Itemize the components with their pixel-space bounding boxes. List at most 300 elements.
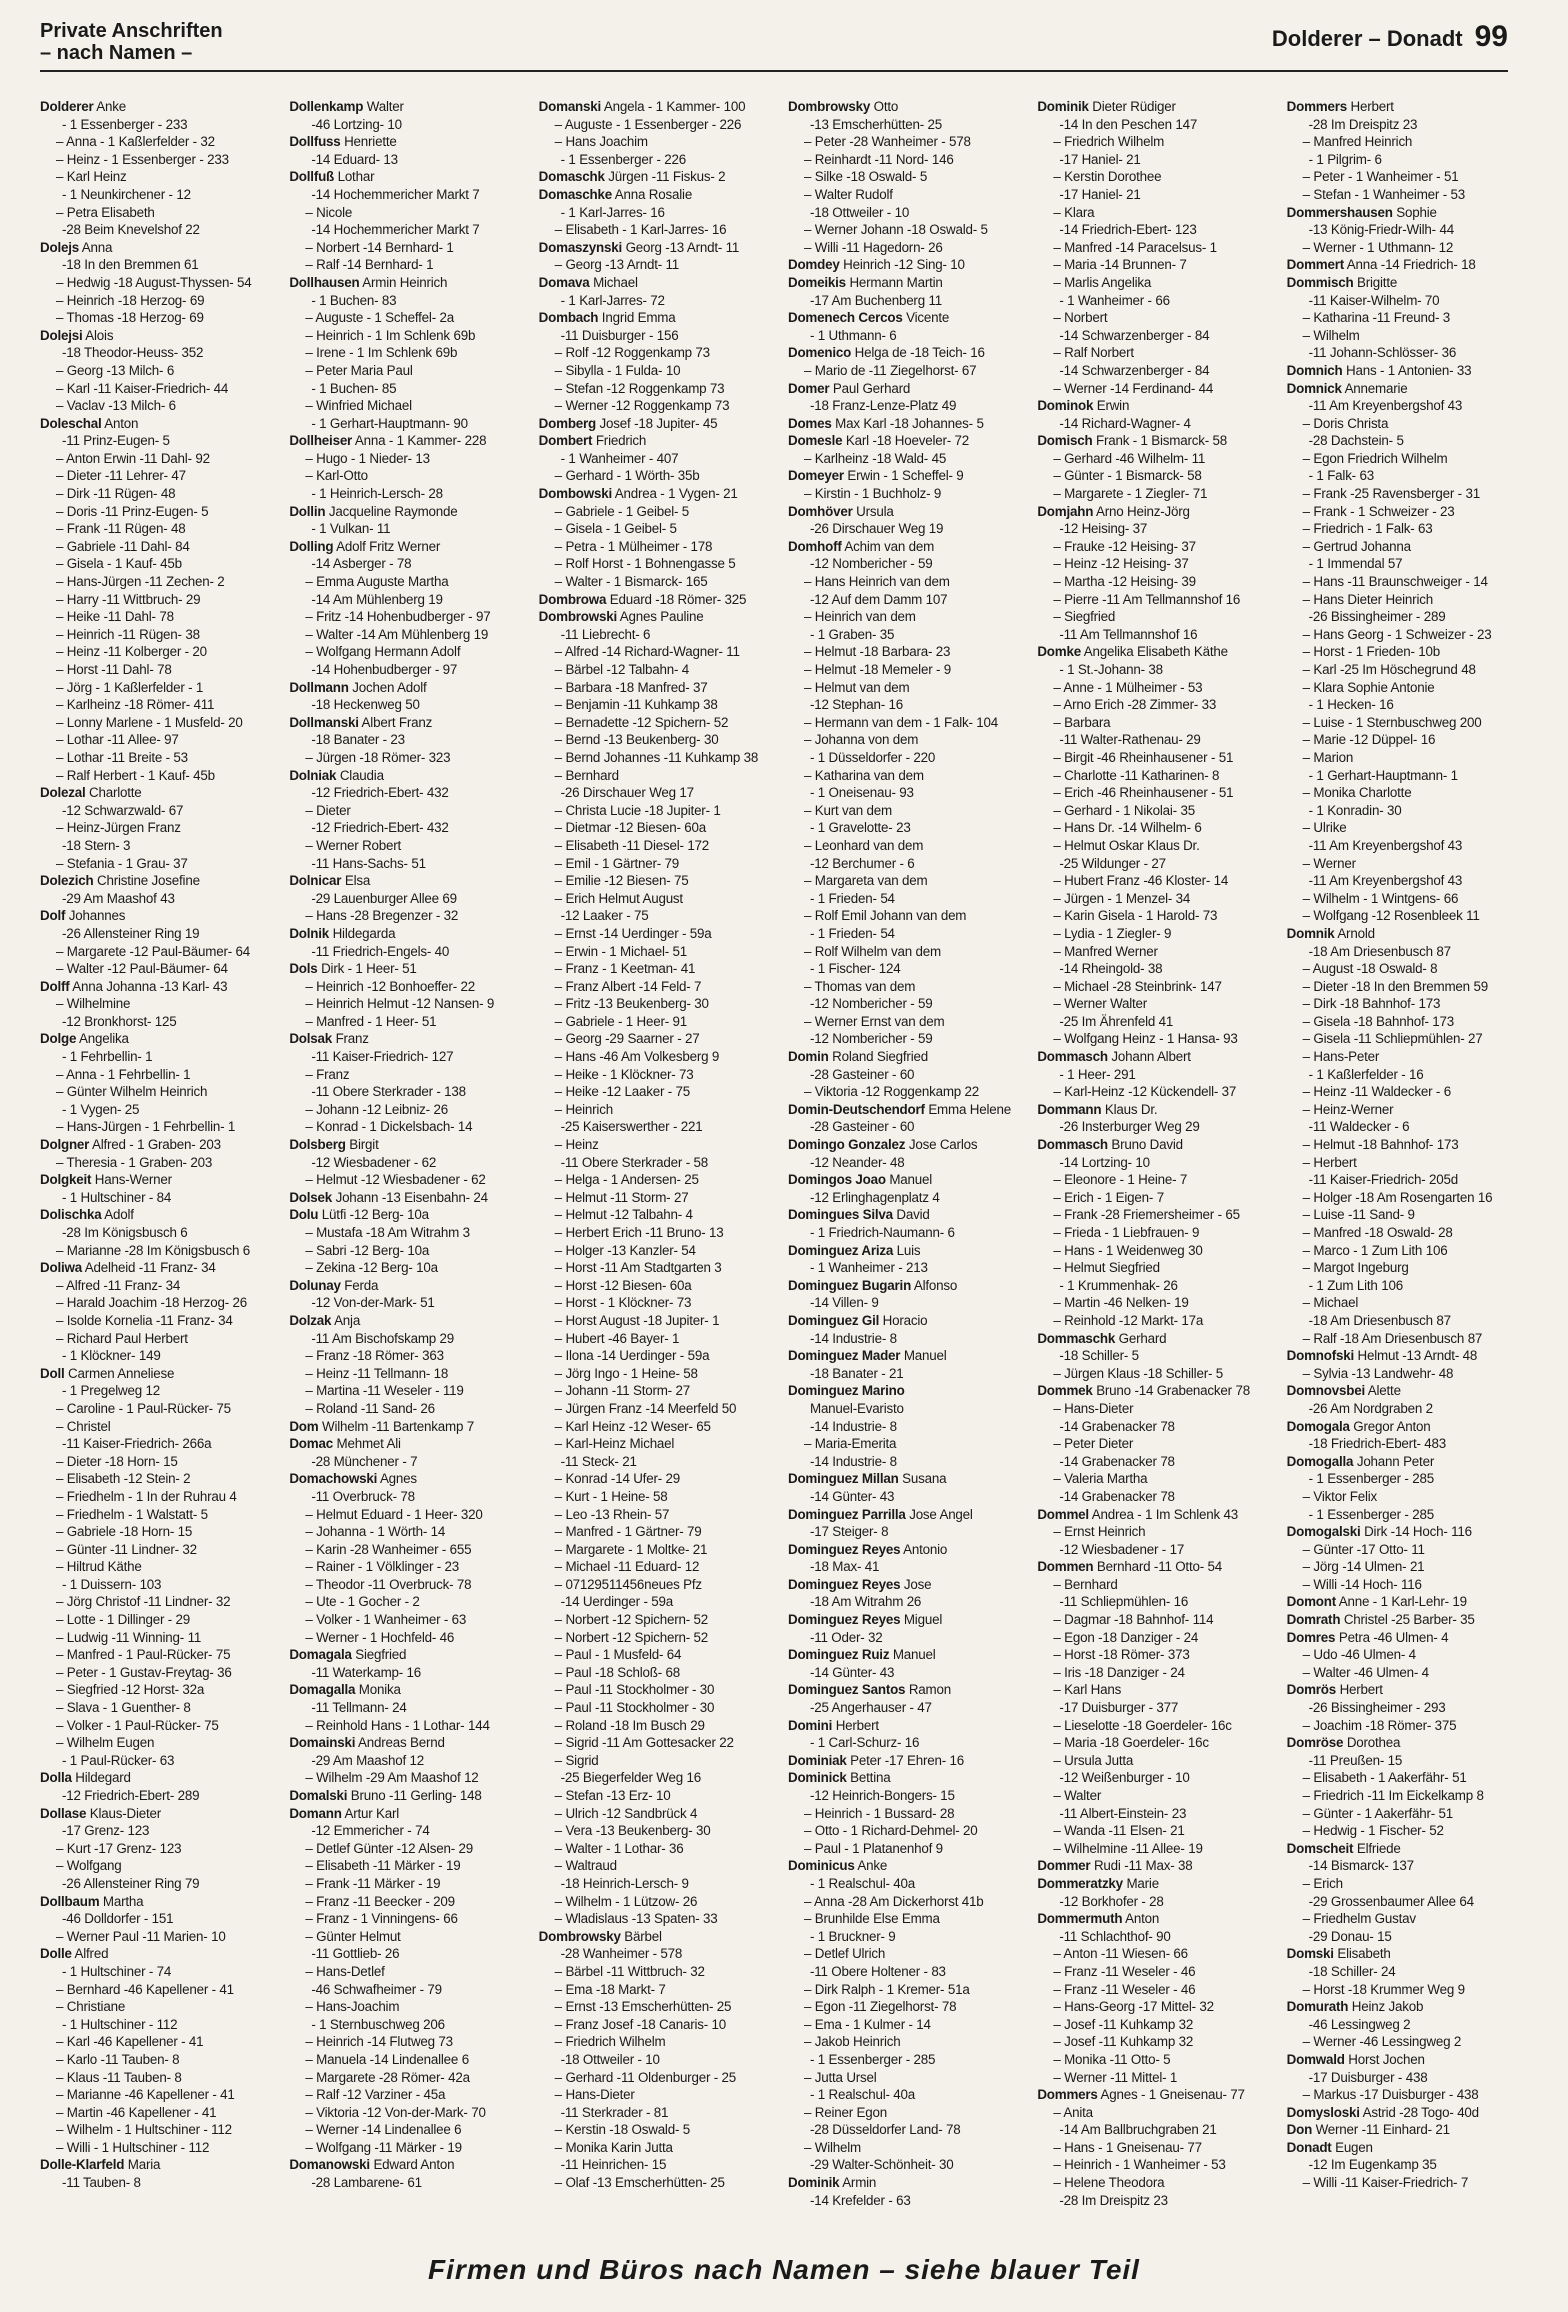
given-name-entry: – Karl-Heinz -12 Kückendell- 37 [1037, 1083, 1278, 1101]
given-name-entry: – Wladislaus -13 Spaten- 33 [539, 1910, 780, 1928]
address-line: -11 Schlachthof- 90 [1059, 1928, 1171, 1944]
surname: Dollheiser [289, 433, 353, 449]
given-name-entry: – Marlis Angelika [1037, 274, 1278, 292]
entry-detail: Anke [93, 99, 126, 114]
address-line: -11 Am Bischofskamp 29 [311, 1330, 455, 1346]
given-name-entry: – Dietmar -12 Biesen- 60a [539, 819, 780, 837]
surname-entry [1037, 397, 1278, 415]
given-name-entry: – Franz - 1 Vinningens- 66 [289, 1910, 530, 1928]
entry-detail: Antonio [900, 1541, 948, 1557]
address-line: -25 Wildunger - 27 [1059, 855, 1166, 871]
given-name-entry: – Wilhelm -29 Am Maashof 12 [289, 1769, 530, 1787]
surname: Domin [787, 1049, 829, 1065]
given-name-entry: – Konrad -14 Ufer- 29 [539, 1470, 780, 1488]
entry-detail: Klaus Dr. [1101, 1101, 1158, 1117]
address-line: -13 König-Friedr-Wilh- 44 [1308, 222, 1454, 238]
given-name-entry: – Winfried Michael [289, 397, 530, 415]
address-line: -12 Bronkhorst- 125 [62, 1013, 177, 1029]
entry-detail: Frank - 1 Bismarck- 58 [1092, 433, 1228, 449]
page-header [40, 18, 1508, 72]
given-name-entry: – Detlef Günter -12 Alsen- 29 [289, 1840, 530, 1858]
surname-entry [289, 872, 530, 890]
address-line: -11 Schliepmühlen- 16 [1059, 1594, 1189, 1610]
surname: Dolezich [40, 873, 94, 889]
entry-detail: Angelika [76, 1031, 129, 1047]
entry-detail: Siegfried [351, 1647, 407, 1663]
given-name-entry: – Norbert -12 Spichern- 52 [539, 1611, 780, 1629]
given-name-entry: – Dieter [289, 802, 530, 820]
given-name-entry: – 07129511456neues Pfz [539, 1576, 780, 1594]
address-line: -18 Stern- 3 [62, 837, 131, 853]
surname-entry [40, 1030, 281, 1048]
given-name-entry: – Egon -11 Ziegelhorst- 78 [788, 1998, 1029, 2016]
given-name-entry: – Monika Charlotte [1287, 784, 1528, 802]
given-name-entry: – Georg -29 Saarner - 27 [539, 1030, 780, 1048]
address-line: -11 Walter-Rathenau- 29 [1059, 732, 1201, 748]
surname-entry [1037, 1558, 1278, 1576]
surname: Dominguez Parrilla [787, 1506, 906, 1522]
given-name-entry: – Hans -46 Am Volkesberg 9 [539, 1048, 780, 1066]
address-line: -14 Grabenacker 78 [1059, 1488, 1175, 1504]
entry-detail: Paul Gerhard [829, 380, 911, 396]
entry-detail: Bärbel [620, 1928, 662, 1944]
entry-detail: Alfred [71, 1946, 109, 1962]
entry-detail: Anton [1122, 1911, 1160, 1927]
address-line: - 1 Krummenhak- 26 [1059, 1277, 1178, 1293]
given-name-entry: – Stefan -12 Roggenkamp 73 [539, 380, 780, 398]
address-line: -18 Banater - 23 [311, 732, 405, 748]
surname: Domnick [1286, 380, 1342, 396]
given-name-entry: – Harry -11 Wittbruch- 29 [40, 591, 281, 609]
surname: Dommann [1037, 1101, 1102, 1117]
given-name-entry: – Frauke -12 Heising- 37 [1037, 538, 1278, 556]
address-line: -11 Tellmann- 24 [311, 1700, 407, 1716]
entry-detail: Emma Helene [924, 1101, 1011, 1117]
surname: Dolischka [40, 1207, 102, 1223]
surname-entry [1037, 1910, 1278, 1928]
given-name-entry: – Günter - 1 Aakerfähr- 51 [1287, 1805, 1528, 1823]
address-line: - 1 Hultschiner - 84 [62, 1189, 172, 1205]
given-name-entry: – Hedwig -18 August-Thyssen- 54 [40, 274, 281, 292]
surname-entry [40, 1365, 281, 1383]
address-line: - 1 Realschul- 40a [809, 1875, 916, 1891]
surname: Domrös [1286, 1682, 1337, 1698]
address-line: -11 Gottlieb- 26 [311, 1946, 400, 1962]
given-name-entry: – Wilhelm [1287, 327, 1528, 345]
entry-detail: Max Karl -18 Johannes- 5 [831, 415, 984, 431]
given-name-entry: – August -18 Oswald- 8 [1287, 960, 1528, 978]
surname-entry [788, 467, 1029, 485]
given-name-entry: – Manfred - 1 Paul-Rücker- 75 [40, 1646, 281, 1664]
given-name-entry: – Gabriele - 1 Heer- 91 [539, 1013, 780, 1031]
address-line: - 1 Essenberger - 285 [1308, 1471, 1434, 1487]
entry-detail: Helmut -13 Arndt- 48 [1354, 1348, 1478, 1364]
surname-entry [539, 98, 780, 116]
surname: Dolf [40, 908, 66, 924]
surname: Domont [1286, 1594, 1337, 1610]
address-line: -28 Münchener - 7 [311, 1453, 418, 1469]
given-name-entry: – Heinz-Jürgen Franz [40, 819, 281, 837]
given-name-entry: – Holger -18 Am Rosengarten 16 [1287, 1189, 1528, 1207]
given-name-entry: – Heinz -12 Heising- 37 [1037, 555, 1278, 573]
given-name-entry: – Frank -28 Friemersheimer - 65 [1037, 1206, 1278, 1224]
given-name-entry: – Jörg -14 Ulmen- 21 [1287, 1558, 1528, 1576]
address-line: - 1 Gerhart-Hauptmann- 90 [311, 415, 468, 431]
surname-entry [788, 538, 1029, 556]
surname-entry [539, 591, 780, 609]
given-name-entry: – Horst -11 Am Stadtgarten 3 [539, 1259, 780, 1277]
address-line: -12 Weißenburger - 10 [1059, 1770, 1190, 1786]
given-name-entry: – Friedrich -11 Im Eickelkamp 8 [1287, 1787, 1528, 1805]
surname: Dolnicar [289, 873, 342, 889]
address-line: -14 Hochemmericher Markt 7 [311, 186, 480, 202]
given-name-entry: – Hubert Franz -46 Kloster- 14 [1037, 872, 1278, 890]
given-name-entry: – Wolfgang [40, 1857, 281, 1875]
address-line: -28 Lambarene- 61 [311, 2175, 422, 2191]
given-name-entry: – Waltraud [539, 1857, 780, 1875]
surname-entry [539, 415, 780, 433]
given-name-entry: – Ute - 1 Gocher - 2 [289, 1593, 530, 1611]
surname: Domenech Cercos [787, 310, 903, 326]
given-name-entry: – Helmut -18 Barbara- 23 [788, 643, 1029, 661]
given-name-entry: – Udo -46 Ulmen- 4 [1287, 1646, 1528, 1664]
surname-entry [788, 2174, 1029, 2192]
address-line: -28 Gasteiner - 60 [809, 1066, 915, 1082]
given-name-entry: – Helene Theodora [1037, 2174, 1278, 2192]
given-name-entry: – Horst - 1 Frieden- 10b [1287, 643, 1528, 661]
given-name-entry: – Christel [40, 1418, 281, 1436]
given-name-entry: – Petra Elisabeth [40, 204, 281, 222]
given-name-entry: – Werner Paul -11 Marien- 10 [40, 1928, 281, 1946]
address-line: -11 Oder- 32 [809, 1629, 883, 1645]
given-name-entry: – Wilhelmine -11 Allee- 19 [1037, 1840, 1278, 1858]
surname-entry [289, 1277, 530, 1295]
entry-detail: Adolf Fritz Werner [333, 538, 441, 554]
entry-detail: Bernhard -11 Otto- 54 [1093, 1559, 1222, 1575]
surname: Domanowski [289, 2157, 370, 2173]
surname: Dombrowsky [787, 99, 871, 114]
given-name-entry: – Jürgen Franz -14 Meerfeld 50 [539, 1400, 780, 1418]
surname-entry [1287, 1945, 1528, 1963]
address-line: -12 Berchumer - 6 [809, 855, 915, 871]
given-name-entry: – Reinhold Hans - 1 Lothar- 144 [289, 1717, 530, 1735]
given-name-entry: – Werner -11 Mittel- 1 [1037, 2069, 1278, 2087]
given-name-entry: – Martin -46 Nelken- 19 [1037, 1294, 1278, 1312]
surname-entry [40, 327, 281, 345]
entry-detail: Alois [82, 327, 114, 343]
given-name-entry: – Fritz -14 Hohenbudberger - 97 [289, 608, 530, 626]
entry-detail: Adolf [101, 1207, 134, 1223]
address-line: - 1 Vygen- 25 [62, 1101, 140, 1117]
given-name-entry: – Zekina -12 Berg- 10a [289, 1259, 530, 1277]
given-name-entry: – Franz -11 Weseler - 46 [1037, 1963, 1278, 1981]
given-name-entry: – Heinz - 1 Essenberger - 233 [40, 151, 281, 169]
given-name-entry: – Monika -11 Otto- 5 [1037, 2051, 1278, 2069]
given-name-entry: – Wilhelm - 1 Wintgens- 66 [1287, 890, 1528, 908]
surname-entry [788, 1206, 1029, 1224]
address-line: - 1 Neunkirchener - 12 [62, 186, 191, 202]
address-line: -25 Kaiserswerther - 221 [560, 1119, 703, 1135]
given-name-entry: – Jutta Ursel [788, 2069, 1029, 2087]
given-name-entry: – Jörg - 1 Kaßlerfelder - 1 [40, 679, 281, 697]
surname-entry [1287, 2051, 1528, 2069]
surname: Dolgner [40, 1137, 90, 1153]
address-line: -46 Lessingweg 2 [1308, 2016, 1411, 2032]
given-name-entry: – Egon -18 Danziger - 24 [1037, 1629, 1278, 1647]
address-line: - 1 Pregelweg 12 [62, 1383, 161, 1399]
address-line: -14 Grabenacker 78 [1059, 1418, 1175, 1434]
given-name-entry: – Lothar -11 Allee- 97 [40, 731, 281, 749]
given-name-entry: – Kirstin - 1 Buchholz- 9 [788, 485, 1029, 503]
surname-entry [289, 1206, 530, 1224]
surname-entry [289, 503, 530, 521]
surname-entry [289, 1470, 530, 1488]
given-name-entry: – Heike -12 Laaker - 75 [539, 1083, 780, 1101]
given-name-entry: – Peter - 1 Wanheimer - 51 [1287, 168, 1528, 186]
entry-detail: Mehmet Ali [332, 1436, 401, 1452]
entry-detail: Ferda [340, 1277, 379, 1293]
surname: Dommen [1037, 1559, 1094, 1575]
address-line: -14 In den Peschen 147 [1059, 116, 1198, 132]
entry-detail: Dirk -14 Hoch- 116 [1360, 1524, 1472, 1540]
surname-entry [289, 1418, 530, 1436]
surname-entry [1287, 380, 1528, 398]
surname-entry [788, 1470, 1029, 1488]
surname: Dollfuss [289, 134, 341, 150]
entry-detail: Brigitte [1353, 274, 1398, 290]
surname-entry [539, 309, 780, 327]
given-name-entry: – Gerhard -11 Oldenburger - 25 [539, 2069, 780, 2087]
address-line: -11 Obere Sterkrader - 58 [560, 1154, 708, 1170]
given-name-entry: – Slava - 1 Guenther- 8 [40, 1699, 281, 1717]
surname: Dollmann [289, 679, 349, 695]
surname: Domann [289, 1805, 342, 1821]
given-name-entry: – Bernd -13 Beukenberg- 30 [539, 731, 780, 749]
given-name-entry: – Walter -12 Paul-Bäumer- 64 [40, 960, 281, 978]
address-line: -28 Wanheimer - 578 [560, 1946, 683, 1962]
entry-detail: Arnold [1334, 925, 1375, 941]
given-name-entry: – Bernd Johannes -11 Kuhkamp 38 [539, 749, 780, 767]
given-name-entry: – Arno Erich -28 Zimmer- 33 [1037, 696, 1278, 714]
surname-entry [1037, 432, 1278, 450]
address-line: -11 Johann-Schlösser- 36 [1308, 345, 1457, 361]
surname-entry [788, 432, 1029, 450]
given-name-entry: – Katharina -11 Freund- 3 [1287, 309, 1528, 327]
address-line: -17 Steiger- 8 [809, 1524, 889, 1540]
given-name-entry: – Karl Heinz [40, 168, 281, 186]
address-line: -11 Obere Sterkrader - 138 [311, 1084, 466, 1100]
address-line: - 1 Buchen- 83 [311, 292, 397, 308]
surname: Doliwa [40, 1260, 82, 1276]
entry-detail: Alette [1365, 1383, 1401, 1399]
given-name-entry: – Anna - 1 Kaßlerfelder - 32 [40, 133, 281, 151]
given-name-entry: – Caroline - 1 Paul-Rücker- 75 [40, 1400, 281, 1418]
surname-entry [289, 960, 530, 978]
surname-entry [289, 925, 530, 943]
surname: Dominguez Reyes [787, 1612, 901, 1628]
given-name-entry: – Helmut -18 Memeler - 9 [788, 661, 1029, 679]
given-name-entry: – Werner -12 Roggenkamp 73 [539, 397, 780, 415]
surname: Doll [40, 1365, 65, 1381]
given-name-entry: – Bernhard [1037, 1576, 1278, 1594]
given-name-entry: – Karlheinz -18 Wald- 45 [788, 450, 1029, 468]
given-name-entry: – Heinrich - 1 Bussard- 28 [788, 1805, 1029, 1823]
given-name-entry: – Valeria Martha [1037, 1470, 1278, 1488]
given-name-entry: – Bärbel -12 Talbahn- 4 [539, 661, 780, 679]
surname-entry [788, 1171, 1029, 1189]
given-name-entry: – Jörg Ingo - 1 Heine- 58 [539, 1365, 780, 1383]
surname: Domnofski [1286, 1348, 1355, 1364]
surname-entry [788, 1857, 1029, 1875]
address-line: - 1 Graben- 35 [809, 626, 895, 642]
entry-detail: Manuel [900, 1348, 947, 1364]
address-line: -28 Düsseldorfer Land- 78 [809, 2122, 961, 2138]
entry-detail: Ramon [905, 1682, 951, 1698]
address-line: -46 Schwafheimer - 79 [311, 1981, 442, 1997]
given-name-entry: – Horst -11 Dahl- 78 [40, 661, 281, 679]
address-line: -18 Ottweiler - 10 [809, 204, 910, 220]
given-name-entry: – Richard Paul Herbert [40, 1330, 281, 1348]
given-name-entry: – Viktor Felix [1287, 1488, 1528, 1506]
given-name-entry: – Martina -11 Weseler - 119 [289, 1382, 530, 1400]
entry-detail: Elisabeth [1333, 1946, 1391, 1962]
surname: Dolu [289, 1207, 319, 1223]
given-name-entry: – Christiane [40, 1998, 281, 2016]
entry-detail: Angela - 1 Kammer- 100 [601, 99, 746, 114]
surname-entry [788, 380, 1029, 398]
given-name-entry: – Theresia - 1 Graben- 203 [40, 1154, 281, 1172]
address-line: -14 Bismarck- 137 [1308, 1858, 1414, 1874]
given-name-entry: – Luise - 1 Sternbuschweg 200 [1287, 714, 1528, 732]
given-name-entry: – Thomas -18 Herzog- 69 [40, 309, 281, 327]
surname: Domingues Silva [787, 1207, 893, 1223]
address-line: -14 Schwarzenberger - 84 [1059, 362, 1210, 378]
given-name-entry: – Viktoria -12 Von-der-Mark- 70 [289, 2104, 530, 2122]
entry-detail: Martha [99, 1893, 144, 1909]
given-name-entry: – Reiner Egon [788, 2104, 1029, 2122]
given-name-entry: – Josef -11 Kuhkamp 32 [1037, 2033, 1278, 2051]
address-line: - 1 Fehrbellin- 1 [62, 1049, 153, 1065]
surname-entry [539, 186, 780, 204]
address-line: -26 Am Nordgraben 2 [1308, 1400, 1433, 1416]
address-line: -12 Heinrich-Bongers- 15 [809, 1788, 955, 1803]
address-line: -18 Theodor-Heuss- 352 [62, 345, 204, 361]
surname-entry [289, 98, 530, 116]
given-name-entry: – Willi -14 Hoch- 116 [1287, 1576, 1528, 1594]
surname: Domin-Deutschendorf [787, 1101, 925, 1117]
given-name-entry: – Charlotte -11 Katharinen- 8 [1037, 767, 1278, 785]
surname-entry [1287, 274, 1528, 292]
surname: Dolnik [289, 925, 330, 941]
given-name-entry: – Rolf Wilhelm van dem [788, 943, 1029, 961]
address-line: - 1 Heer- 291 [1059, 1066, 1136, 1082]
given-name-entry: – Ralf -18 Am Driesenbusch 87 [1287, 1330, 1528, 1348]
given-name-entry: – Hugo - 1 Nieder- 13 [289, 450, 530, 468]
address-line: -14 Friedrich-Ebert- 123 [1059, 222, 1197, 238]
given-name-entry: – Hans - 1 Gneisenau- 77 [1037, 2139, 1278, 2157]
given-name-entry: – Mario de -11 Ziegelhorst- 67 [788, 362, 1029, 380]
given-name-entry: – Friedrich - 1 Falk- 63 [1287, 520, 1528, 538]
surname: Domski [1286, 1946, 1334, 1962]
address-line: -14 Richard-Wagner- 4 [1059, 415, 1191, 431]
entry-detail: Klaus-Dieter [86, 1805, 162, 1821]
entry-detail: Anna -14 Friedrich- 18 [1344, 257, 1476, 273]
given-name-entry: – Konrad - 1 Dickelsbach- 14 [289, 1118, 530, 1136]
given-name-entry: – Katharina van dem [788, 767, 1029, 785]
address-line: - 1 Fischer- 124 [809, 961, 901, 977]
entry-detail: Dorothea [1343, 1735, 1401, 1751]
surname: Domes [787, 415, 832, 431]
given-name-entry: – Werner - 1 Uthmann- 12 [1287, 239, 1528, 257]
given-name-entry: – Helmut Oskar Klaus Dr. [1037, 837, 1278, 855]
entry-detail: Helga de -18 Teich- 16 [851, 345, 985, 361]
given-name-entry: – Heinrich -18 Herzog- 69 [40, 292, 281, 310]
address-line: -14 Schwarzenberger - 84 [1059, 327, 1210, 343]
address-line: -28 Im Königsbusch 6 [62, 1225, 188, 1240]
given-name-entry: – Manfred - 1 Heer- 51 [289, 1013, 530, 1031]
given-name-entry: – Emil - 1 Gärtner- 79 [539, 855, 780, 873]
surname-entry [788, 1347, 1029, 1365]
given-name-entry: – Christa Lucie -18 Jupiter- 1 [539, 802, 780, 820]
address-line: - 1 Sternbuschweg 206 [311, 2016, 445, 2032]
address-line: -46 Dolldorfer - 151 [62, 1911, 174, 1927]
given-name-entry: – Paul - 1 Platanenhof 9 [788, 1840, 1029, 1858]
surname-entry [40, 1206, 281, 1224]
address-line: - 1 Pilgrim- 6 [1308, 151, 1382, 167]
surname-entry [289, 168, 530, 186]
surname-entry [1287, 2139, 1528, 2157]
address-line: -12 Friedrich-Ebert- 432 [311, 820, 449, 836]
surname: Dolling [289, 538, 334, 554]
entry-detail: Erwin - 1 Scheffel- 9 [843, 468, 964, 484]
given-name-entry: – Martin -46 Kapellener - 41 [40, 2104, 281, 2122]
given-name-entry: – Heinz-Werner [1287, 1101, 1528, 1119]
given-name-entry: – Karl -11 Kaiser-Friedrich- 44 [40, 380, 281, 398]
given-name-entry: – Birgit -46 Rheinhausener - 51 [1037, 749, 1278, 767]
surname: Dolsek [289, 1189, 333, 1205]
entry-detail: Jacqueline Raymonde [325, 503, 458, 519]
surname: Domachowski [289, 1471, 378, 1487]
surname: Dombowski [538, 486, 613, 502]
given-name-entry: – Walter Rudolf [788, 186, 1029, 204]
surname-entry [1287, 362, 1528, 380]
given-name-entry: – Willi -11 Kaiser-Friedrich- 7 [1287, 2174, 1528, 2192]
surname-entry [539, 168, 780, 186]
surname-entry [1287, 98, 1528, 116]
given-name-entry: – Werner Robert [289, 837, 530, 855]
given-name-entry: – Detlef Ulrich [788, 1945, 1029, 1963]
surname: Dommert [1286, 257, 1345, 273]
address-line: -28 Dachstein- 5 [1308, 433, 1404, 449]
entry-detail: Maria [124, 2157, 161, 2173]
given-name-entry: – Franz -18 Römer- 363 [289, 1347, 530, 1365]
entry-detail: Heinrich -12 Sing- 10 [839, 257, 965, 273]
given-name-entry: – Wilhelm [788, 2139, 1029, 2157]
given-name-entry: – Siegfried -12 Horst- 32a [40, 1681, 281, 1699]
entry-detail: Georg -13 Arndt- 11 [622, 239, 740, 255]
given-name-entry: – Maria-Emerita [788, 1435, 1029, 1453]
entry-detail: Jose [900, 1576, 932, 1592]
given-name-entry: – Frank - 1 Schweizer - 23 [1287, 503, 1528, 521]
surname: Domeikis [787, 274, 846, 290]
surname: Dolejs [40, 239, 79, 255]
surname-entry [788, 503, 1029, 521]
surname: Dolla [40, 1770, 72, 1786]
surname-entry [1287, 256, 1528, 274]
given-name-entry: – Franz Albert -14 Feld- 7 [539, 978, 780, 996]
given-name-entry: – Manfred - 1 Gärtner- 79 [539, 1523, 780, 1541]
surname-entry [40, 978, 281, 996]
